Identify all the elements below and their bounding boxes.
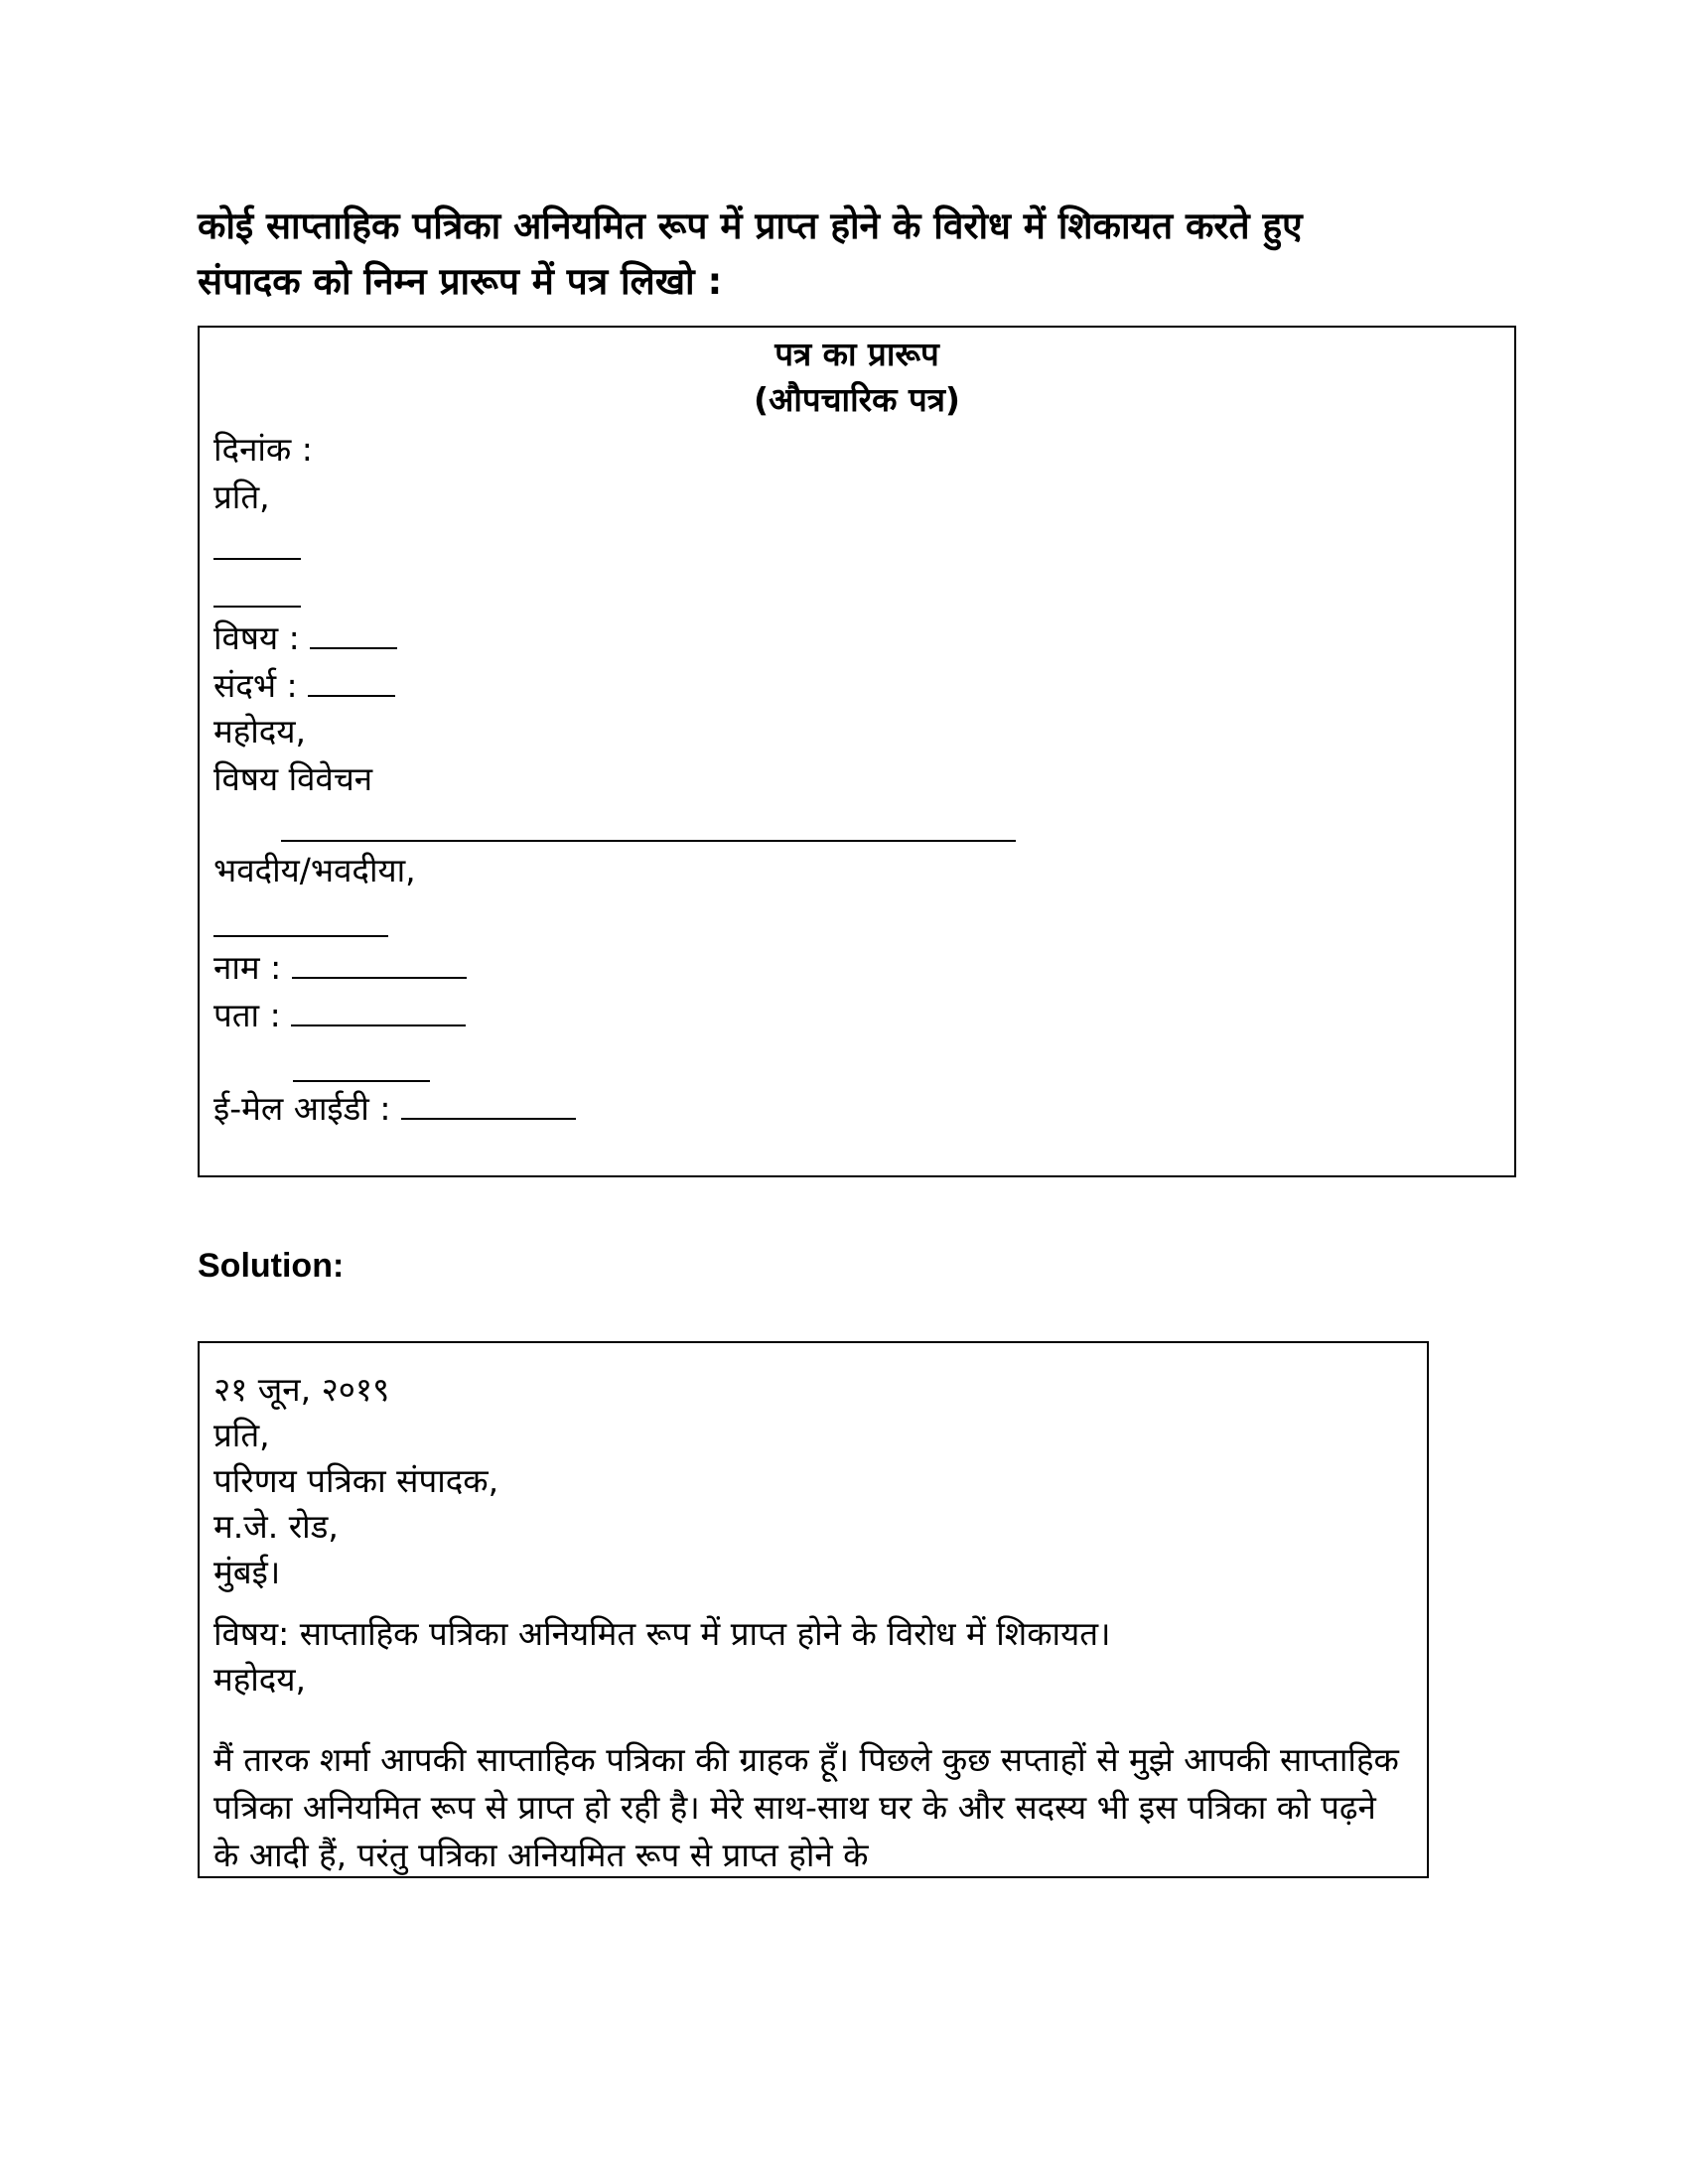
- letter-format-box: [198, 326, 1516, 1177]
- email-label: ई-मेल आईडी :: [213, 1089, 391, 1128]
- solution-city: मुंबई।: [213, 1553, 281, 1591]
- address-row: [213, 991, 466, 1038]
- email-blank: [401, 1084, 576, 1120]
- solution-subject: विषय: साप्ताहिक पत्रिका अनियमित रूप में प्राप्त होने के विरोध में शिकायत।: [213, 1614, 1111, 1653]
- subject-row: [213, 614, 397, 661]
- reference-blank: [308, 661, 395, 697]
- date-label: दिनांक :: [213, 430, 313, 469]
- solution-body: मैं तारक शर्मा आपकी साप्ताहिक पत्रिका की ग्राहक हूँ। पिछले कुछ सप्ताहों से मुझे आपकी साप्ताहिक पत्रिका अनियमित रूप से प्राप्त हो रही है। मेरे साथ-साथ घर के और सदस्य भी इस पत्रिका को पढ़ने के आदी हैं, परंतु पत्रिका अनियमित रूप से प्राप्त होने के: [213, 1740, 1399, 1874]
- solution-road: म.जे. रोड,: [213, 1507, 339, 1546]
- question-line-2: संपादक को निम्न प्रारूप में पत्र लिखो :: [198, 260, 723, 303]
- format-title-block: [200, 332, 1514, 423]
- solution-salutation: महोदय,: [213, 1660, 306, 1699]
- name-label: नाम :: [213, 948, 282, 987]
- name-row: [213, 943, 467, 991]
- reference-label: संदर्भ :: [213, 666, 298, 705]
- format-title: पत्र का प्रारूप: [774, 335, 939, 373]
- solution-letter-box: [198, 1341, 1429, 1878]
- body-blank: [281, 840, 1016, 842]
- subject-blank: [310, 614, 397, 649]
- salutation-label: महोदय,: [213, 712, 306, 751]
- reference-row: [213, 661, 395, 709]
- solution-addressee: परिणय पत्रिका संपादक,: [213, 1461, 499, 1500]
- email-row: [213, 1084, 576, 1132]
- recipient-blank-1: [213, 558, 301, 560]
- solution-date: २१ जून, २०१९: [213, 1370, 390, 1409]
- solution-heading: Solution:: [198, 1247, 345, 1285]
- address-label: पता :: [213, 996, 281, 1034]
- to-label: प्रति,: [213, 478, 270, 516]
- question-line-1: कोई साप्ताहिक पत्रिका अनियमित रूप में प्राप्त होने के विरोध में शिकायत करते हुए: [198, 205, 1303, 247]
- address-blank: [291, 991, 466, 1026]
- address-blank-2: [293, 1080, 430, 1082]
- question-text: [198, 199, 1488, 310]
- format-subtitle: (औपचारिक पत्र): [753, 380, 960, 419]
- name-blank: [292, 943, 467, 979]
- body-label: विषय विवेचन: [213, 759, 373, 798]
- signature-blank: [213, 935, 388, 937]
- subject-label: विषय :: [213, 618, 300, 657]
- recipient-blank-2: [213, 606, 301, 608]
- solution-to: प्रति,: [213, 1416, 270, 1454]
- closing-label: भवदीय/भवदीया,: [213, 851, 416, 889]
